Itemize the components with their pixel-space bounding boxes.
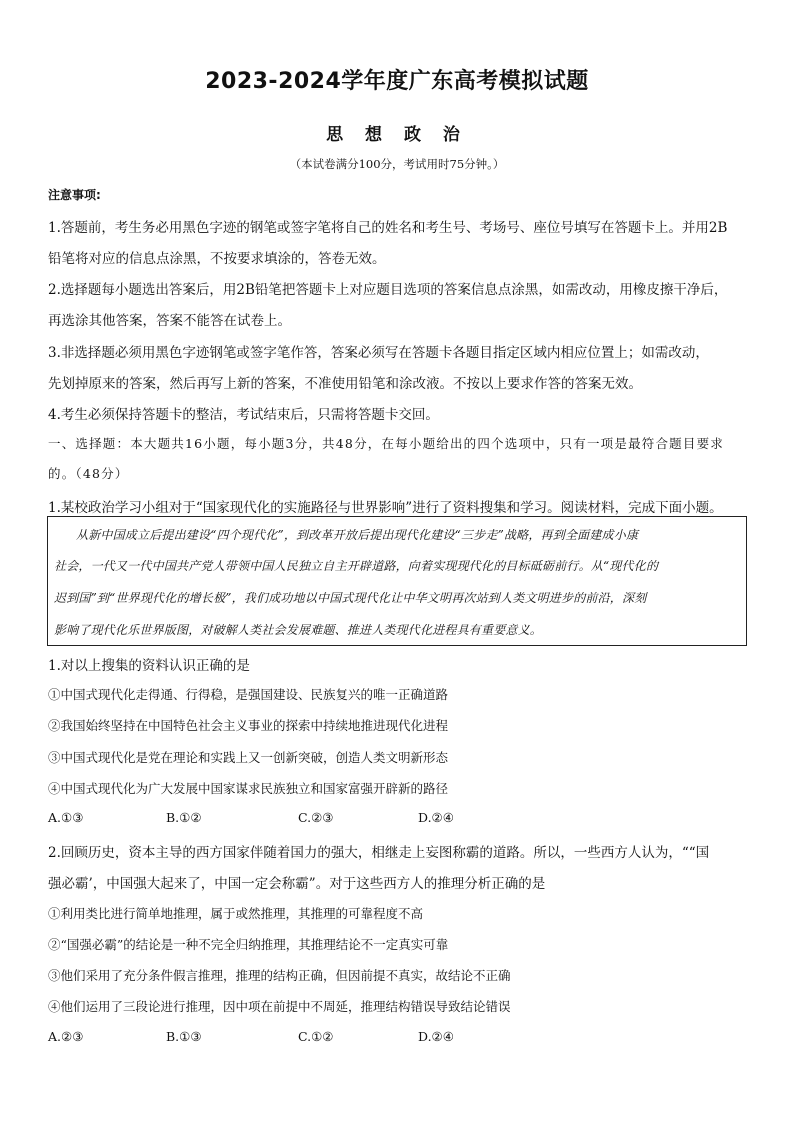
notice-line: 先划掉原来的答案，然后再写上新的答案，不准使用铅笔和涂改液。不按以上要求作答的答案无效。	[48, 376, 642, 392]
subject-title: 思 想 政 治	[326, 125, 468, 145]
notice-line: 铅笔将对应的信息点涂黑，不按要求填涂的，答卷无效。	[48, 251, 386, 267]
material-line: 社会，一代又一代中国共产党人带领中国人民独立自主开辟道路，向着实现现代化的目标砥砺前行。从“现代化的	[54, 559, 659, 573]
q1-option-b[interactable]: B.①②	[166, 810, 202, 825]
material-line: 从新中国成立后提出建设“四个现代化”，到改革开放后提出现代化建设“三步走”战略，再到全面建成小康	[76, 528, 639, 542]
q2-item: ①利用类比进行简单地推理，属于或然推理，其推理的可靠程度不高	[48, 906, 424, 921]
q2-option-b[interactable]: B.①③	[166, 1029, 202, 1044]
q1-stem: 1.对以上搜集的资料认识正确的是	[48, 658, 250, 674]
notice-heading: 注意事项:	[48, 188, 101, 202]
q1-item: ②我国始终坚持在中国特色社会主义事业的探索中持续地推进现代化进程	[48, 718, 449, 733]
exam-note: （本试卷满分100分，考试用时75分钟。）	[289, 157, 505, 171]
material-line: 迟到国”到“世界现代化的增长极”，我们成功地以中国式现代化让中华文明再次站到人类文明进步的前沿，深刻	[54, 591, 647, 605]
notice-line: 4.考生必须保持答题卡的整洁，考试结束后，只需将答题卡交回。	[48, 407, 439, 423]
q1-item: ①中国式现代化走得通、行得稳，是强国建设、民族复兴的唯一正确道路	[48, 687, 449, 702]
notice-line: 2.选择题每小题选出答案后，用2B铅笔把答题卡上对应题目选项的答案信息点涂黑，如需改动，用橡皮擦干净后，	[48, 282, 728, 298]
q1-item: ③中国式现代化是党在理论和实践上又一创新突破，创造人类文明新形态	[48, 750, 449, 765]
q2-option-a[interactable]: A.②③	[48, 1029, 84, 1044]
notice-line: 1.答题前，考生务必用黑色字迹的钢笔或签字笔将自己的姓名和考生号、考场号、座位号填写在答题卡上。并用2B	[48, 220, 728, 236]
material-line: 影响了现代化乐世界版图，对破解人类社会发展难题、推进人类现代化进程具有重要意义。	[54, 623, 543, 637]
notice-line: 3.非选择题必须用黑色字迹钢笔或签字笔作答，答案必须写在答题卡各题目指定区域内相应位置上；如需改动，	[48, 345, 709, 361]
q2-item: ②“国强必霸”的结论是一种不完全归纳推理，其推理结论不一定真实可靠	[48, 937, 449, 952]
notice-line: 再选涂其他答案，答案不能答在试卷上。	[48, 313, 291, 329]
material-intro: 1.某校政治学习小组对于“国家现代化的实施路径与世界影响”进行了资料搜集和学习。阅读材料，完成下面小题。	[48, 500, 723, 516]
q2-option-d[interactable]: D.②④	[418, 1029, 454, 1044]
q2-item: ④他们运用了三段论进行推理，因中项在前提中不周延，推理结构错误导致结论错误	[48, 999, 511, 1014]
q2-stem: 强必霸’，中国强大起来了，中国一定会称霸”。对于这些西方人的推理分析正确的是	[48, 876, 546, 892]
q1-item: ④中国式现代化为广大发展中国家谋求民族独立和国家富强开辟新的路径	[48, 781, 449, 796]
q1-option-c[interactable]: C.②③	[298, 810, 334, 825]
exam-title: 2023-2024学年度广东高考模拟试题	[205, 69, 589, 94]
q1-option-d[interactable]: D.②④	[418, 810, 454, 825]
q2-stem: 2.回顾历史，资本主导的西方国家伴随着国力的强大，相继走上妄图称霸的道路。所以，一些西方人认为，““国	[48, 845, 710, 861]
section-heading: 的。（48分）	[48, 466, 129, 481]
q2-option-c[interactable]: C.①②	[298, 1029, 334, 1044]
material-box	[47, 516, 747, 646]
q2-item: ③他们采用了充分条件假言推理，推理的结构正确，但因前提不真实，故结论不正确	[48, 968, 511, 983]
section-heading: 一、选择题：本大题共16小题，每小题3分，共48分，在每小题给出的四个选项中，只有一项是最符合题目要求	[48, 436, 724, 451]
q1-option-a[interactable]: A.①③	[48, 810, 84, 825]
